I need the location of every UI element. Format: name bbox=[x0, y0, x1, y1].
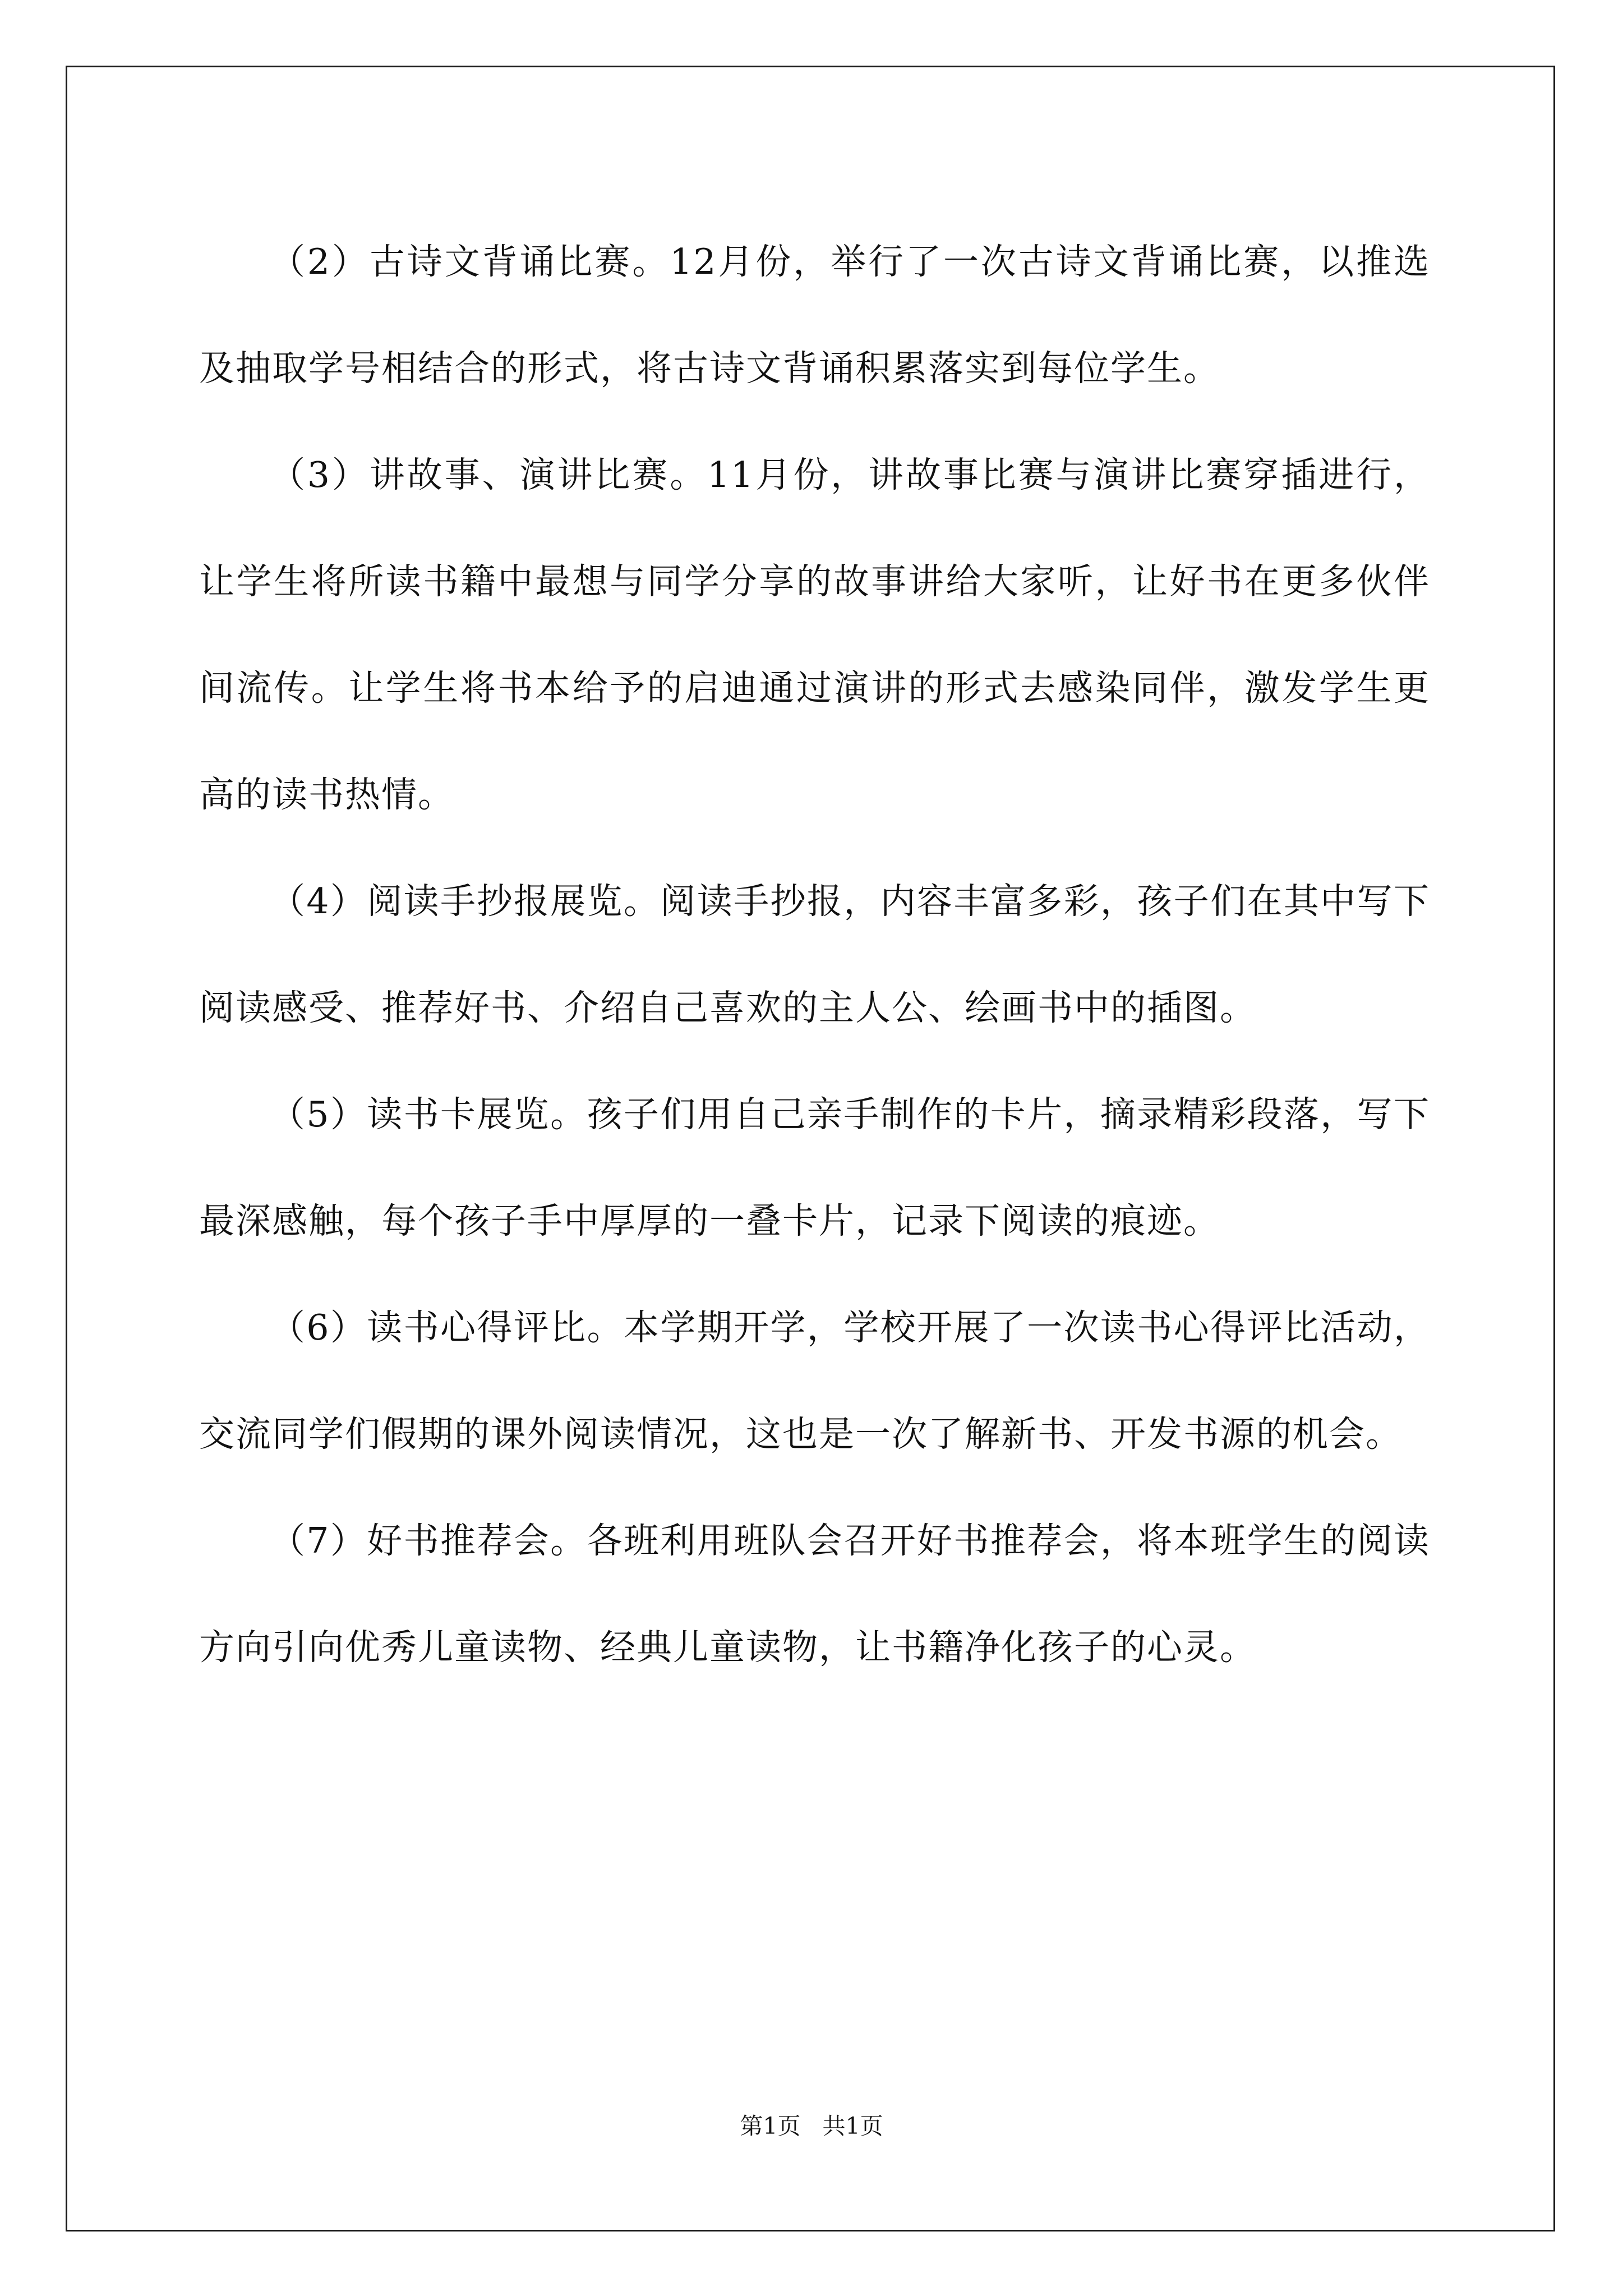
document-body bbox=[199, 209, 1430, 1701]
page-footer: 第1页 共1页 bbox=[740, 2113, 883, 2139]
paragraph-item-2: （2）古诗文背诵比赛。12月份，举行了一次古诗文背诵比赛，以推选及抽取学号相结合的形式，将古诗文背诵积累落实到每位学生。 bbox=[199, 241, 1430, 389]
paragraph-item-5: （5）读书卡展览。孩子们用自己亲手制作的卡片，摘录精彩段落，写下最深感触，每个孩子手中厚厚的一叠卡片，记录下阅读的痕迹。 bbox=[199, 1094, 1430, 1241]
paragraph-item-7: （7）好书推荐会。各班利用班队会召开好书推荐会，将本班学生的阅读方向引向优秀儿童读物、经典儿童读物，让书籍净化孩子的心灵。 bbox=[199, 1520, 1430, 1668]
paragraph-item-3: （3）讲故事、演讲比赛。11月份，讲故事比赛与演讲比赛穿插进行，让学生将所读书籍中最想与同学分享的故事讲给大家听，让好书在更多伙伴间流传。让学生将书本给予的启迪通过演讲的形式去感染同伴，激发学生更高的读书热情。 bbox=[199, 454, 1430, 815]
paragraph-item-6: （6）读书心得评比。本学期开学，学校开展了一次读书心得评比活动，交流同学们假期的课外阅读情况，这也是一次了解新书、开发书源的机会。 bbox=[199, 1307, 1430, 1455]
paragraph-item-4: （4）阅读手抄报展览。阅读手抄报，内容丰富多彩，孩子们在其中写下阅读感受、推荐好书、介绍自己喜欢的主人公、绘画书中的插图。 bbox=[199, 881, 1430, 1028]
